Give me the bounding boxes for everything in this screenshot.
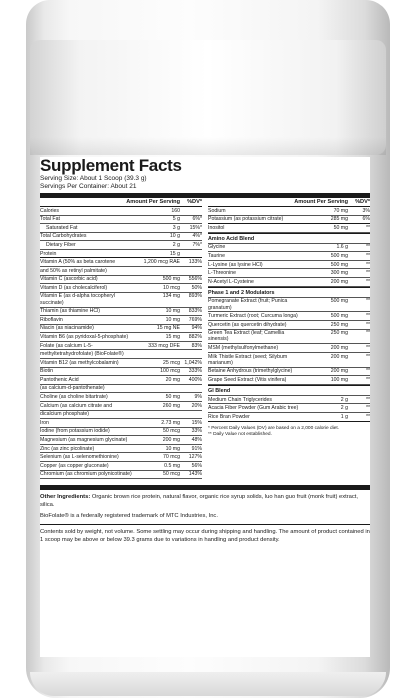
nutrient-name: Dietary Fiber [46, 242, 76, 248]
nutrient-name: Thiamin (as thiamine HCl) [40, 308, 100, 315]
nutrient-name: Total Fat [40, 216, 60, 223]
nutrient-dv: ** [365, 244, 370, 251]
nutrient-name: Vitamin E (as d-alpha tocopheryl succinate) [40, 293, 115, 306]
nutrient-amount: 1 g [340, 413, 348, 420]
daily-value-notes [208, 426, 370, 439]
nutrient-dv: 56% [191, 462, 202, 469]
other-ingredients-text: Organic brown rice protein, natural flavor, organic rice syrup solids, luo han guo fruit (monk fruit) extract, silica. [40, 494, 358, 509]
nutrient-name: Inositol [208, 224, 225, 231]
nutrient-amount: 50 mcg [162, 471, 180, 478]
nutrient-row [208, 396, 370, 405]
nutrient-row [40, 276, 202, 285]
nutrient-row [40, 453, 202, 462]
nutrient-row [208, 312, 370, 321]
nutrient-dv: 83% [191, 342, 202, 349]
note-dv-not-established: ** Daily Value not established. [208, 432, 272, 438]
nutrient-amount: 500 mg [330, 298, 348, 305]
nutrient-name: Potassium (as potassium citrate) [208, 216, 284, 223]
nutrient-row [208, 404, 370, 413]
nutrient-dv: 6%* [192, 216, 202, 223]
amino-acid-rows [208, 244, 370, 287]
nutrient-row [208, 298, 370, 313]
nutrient-dv: 333% [188, 368, 202, 375]
nutrient-dv: 143% [188, 471, 202, 478]
facts-columns [40, 198, 370, 479]
phase-modulator-rows [208, 298, 370, 385]
nutrient-dv: ** [365, 270, 370, 277]
gi-blend-title: GI Blend [208, 385, 370, 396]
nutrient-name: N-Acetyl L-Cysteine [208, 278, 254, 285]
nutrient-dv: 6% [362, 216, 370, 223]
nutrient-name: Milk Thistle Extract (seed; Silybum marianum) [208, 353, 288, 366]
nutrient-dv: ** [365, 261, 370, 268]
nutrient-row [208, 278, 370, 287]
nutrient-name: Turmeric Extract (root; Curcuma longa) [208, 313, 298, 320]
nutrient-name: Calcium (as calcium citrate and [40, 402, 113, 409]
amount-header: Amount Per Serving [294, 199, 348, 205]
nutrient-name: Calories [40, 207, 60, 214]
nutrient-dv: ** [365, 405, 370, 412]
nutrient-amount: 200 mg [330, 368, 348, 375]
nutrient-dv: 50% [191, 284, 202, 291]
nutrient-amount: 70 mcg [162, 454, 180, 461]
nutrient-name: Riboflavin [40, 316, 63, 323]
nutrient-name: Green Tea Extract (leaf; Camellia sinensis) [208, 330, 285, 343]
gi-blend-rows [208, 396, 370, 422]
nutrient-name: Saturated Fat [46, 224, 78, 231]
nutrient-amount: 500 mg [330, 313, 348, 320]
nutrient-name: L-Threonine [208, 270, 236, 277]
nutrient-dv [180, 351, 202, 357]
nutrient-amount: 500 mg [162, 276, 180, 283]
nutrient-dv: ** [365, 330, 370, 337]
nutrient-row [40, 224, 202, 233]
nutrient-amount: 15 mg NE [156, 325, 180, 332]
right-column-header [208, 198, 370, 207]
nutrient-row [40, 293, 202, 308]
nutrient-dv: ** [365, 278, 370, 285]
nutrient-name: Vitamin A (50% as beta carotene [40, 259, 116, 266]
nutrient-row [208, 224, 370, 233]
supplement-facts-label [40, 157, 370, 657]
nutrient-dv: ** [365, 353, 370, 360]
nutrient-dv: 4%* [192, 233, 202, 240]
nutrient-dv: 400% [188, 376, 202, 383]
dv-header: %DV* [355, 199, 370, 205]
nutrient-amount: 1.6 g [336, 244, 348, 251]
nutrient-name: Grape Seed Extract (Vitis vinifera) [208, 376, 287, 383]
nutrient-amount: 100 mcg [160, 368, 180, 375]
nutrient-dv: ** [365, 413, 370, 420]
contents-notice: Contents sold by weight, not volume. Some settling may occur during shipping and handling. The amount of product contained in 1 scoop may be above or below 39.3 grams due to variations in handling and product density. [40, 528, 370, 543]
nutrient-name: Glycine [208, 244, 226, 251]
nutrient-dv: 15% [191, 419, 202, 426]
nutrient-dv: ** [365, 376, 370, 383]
amount-header: Amount Per Serving [126, 199, 180, 205]
nutrient-amount: 50 mcg [162, 428, 180, 435]
nutrient-amount: 10 mg [165, 445, 180, 452]
right-top-rows [208, 207, 370, 233]
nutrient-dv: 127% [188, 454, 202, 461]
nutrient-amount: 15 g [169, 250, 180, 257]
nutrient-amount: 5 g [172, 216, 180, 223]
nutrient-row [40, 267, 202, 276]
nutrient-row [40, 258, 202, 267]
nutrient-amount: 200 mg [330, 278, 348, 285]
nutrient-amount: 2.73 mg [161, 419, 180, 426]
nutrient-row [40, 333, 202, 342]
nutrient-row [40, 445, 202, 454]
nutrient-name: Pomegranate Extract (fruit; Punica granatum) [208, 298, 288, 311]
nutrient-row [40, 342, 202, 351]
nutrient-amount: 1,200 mcg RAE [143, 259, 180, 266]
nutrient-row [40, 436, 202, 445]
nutrient-amount: 0.5 mg [164, 462, 180, 469]
nutrient-dv: ** [365, 298, 370, 305]
nutrient-name: Pantothenic Acid [40, 376, 79, 383]
nutrient-row [40, 385, 202, 394]
nutrient-name: Taurine [208, 253, 226, 259]
nutrient-name: Total Carbohydrates [40, 233, 87, 240]
nutrient-row [40, 241, 202, 250]
nutrient-amount: 20 mg [165, 376, 180, 383]
nutrient-amount: 160 [171, 207, 180, 214]
nutrient-amount: 500 mg [330, 261, 348, 268]
nutrient-amount: 250 mg [330, 330, 348, 337]
nutrient-row [208, 261, 370, 270]
servings-per-container: Servings Per Container: About 21 [40, 183, 137, 190]
nutrient-amount: 50 mg [165, 394, 180, 401]
nutrient-row [208, 376, 370, 385]
nutrient-dv: 556% [188, 276, 202, 283]
amino-acid-blend-title: Amino Acid Blend [208, 233, 370, 244]
trademark-notice: BioFolate® is a federally registered trademark of MTC Industries, Inc. [40, 513, 218, 520]
nutrient-dv [180, 268, 202, 274]
nutrient-dv: 7%* [192, 242, 202, 248]
nutrient-name: Vitamin B6 (as pyridoxal-5-phosphate) [40, 333, 129, 340]
nutrient-amount: 70 mg [333, 207, 348, 214]
nutrient-dv: ** [365, 313, 370, 320]
nutrient-row [208, 413, 370, 422]
nutrient-amount: 10 mg [165, 316, 180, 323]
nutrient-amount [134, 351, 180, 357]
nutrient-amount: 300 mg [330, 270, 348, 277]
nutrient-row [40, 471, 202, 480]
other-ingredients-label: Other Ingredients: [40, 494, 91, 501]
nutrient-row [208, 330, 370, 345]
nutrient-dv: 769% [188, 316, 202, 323]
dv-header: %DV* [187, 199, 202, 205]
nutrient-row [40, 419, 202, 428]
nutrient-amount [134, 268, 180, 274]
nutrient-name: Zinc (as zinc picolinate) [40, 445, 95, 452]
left-column-header [40, 198, 202, 207]
nutrient-name: Selenium (as L-selenomethionine) [40, 454, 119, 461]
nutrient-dv: 94% [191, 325, 202, 332]
divider [40, 524, 370, 525]
nutrient-dv [180, 385, 202, 391]
nutrient-name: methyltetrahydrofolate) (BioFolate®) [40, 351, 124, 358]
nutrient-name: Iodine (from potassium iodide) [40, 428, 110, 435]
nutrient-row [40, 308, 202, 317]
nutrient-dv: 3% [362, 207, 370, 214]
nutrient-row [40, 250, 202, 259]
nutrient-row [40, 462, 202, 471]
other-ingredients [40, 493, 370, 509]
nutrient-amount: 25 mcg [162, 359, 180, 366]
nutrient-dv: 9% [194, 394, 202, 401]
nutrient-amount: 200 mg [162, 436, 180, 443]
nutrient-name: Quercetin (as quercetin dihydrate) [208, 321, 287, 328]
nutrient-dv: 15%* [189, 224, 202, 231]
nutrient-row [40, 207, 202, 216]
nutrient-dv: 91% [191, 445, 202, 452]
label-title: Supplement Facts [40, 156, 182, 175]
nutrient-name: Magnesium (as magnesium glycinate) [40, 436, 128, 443]
nutrient-amount: 285 mg [330, 216, 348, 223]
nutrient-dv: 1,042% [184, 359, 202, 366]
nutrient-amount: 200 mg [330, 345, 348, 352]
nutrient-row [40, 402, 202, 411]
left-nutrient-rows [40, 207, 202, 479]
nutrient-row [40, 284, 202, 293]
nutrient-row [208, 207, 370, 216]
nutrient-row [208, 216, 370, 225]
nutrient-dv: ** [365, 345, 370, 352]
nutrient-name: (as calcium-d-pantothenate) [40, 385, 105, 392]
nutrient-name: Rice Bran Powder [208, 413, 250, 420]
nutrient-name: Copper (as copper gluconate) [40, 462, 109, 469]
nutrient-name: Choline (as choline bitartrate) [40, 394, 108, 401]
nutrient-amount: 3 g [172, 224, 180, 231]
nutrient-dv: 893% [188, 293, 202, 300]
nutrient-row [40, 216, 202, 225]
nutrient-name: Chromium (as chromium polynicotinate) [40, 471, 132, 478]
nutrient-row [40, 393, 202, 402]
nutrient-name: Vitamin B12 (as methylcobalamin) [40, 359, 119, 366]
nutrient-row [40, 428, 202, 437]
nutrient-amount: 200 mg [330, 353, 348, 360]
nutrient-amount: 2 g [172, 242, 180, 248]
facts-bottom-bar [40, 485, 370, 490]
nutrient-dv: ** [365, 368, 370, 375]
nutrient-amount: 15 mg [165, 333, 180, 340]
nutrient-amount: 10 mg [165, 308, 180, 315]
nutrient-dv [180, 411, 202, 417]
facts-right-column [208, 198, 370, 479]
nutrient-row [40, 376, 202, 385]
nutrient-name: Acacia Fiber Powder (Gum Arabic tree) [208, 405, 299, 412]
serving-size: Serving Size: About 1 Scoop (39.3 g) [40, 175, 147, 182]
nutrient-dv: 833% [188, 308, 202, 315]
nutrient-row [208, 344, 370, 353]
nutrient-row [40, 411, 202, 420]
nutrient-name: Betaine Anhydrous (trimethylglycine) [208, 368, 293, 375]
nutrient-row [40, 359, 202, 368]
nutrient-amount: 50 mg [333, 224, 348, 231]
nutrient-name: dicalcium phosphate) [40, 411, 90, 418]
nutrient-amount: 2 g [340, 405, 348, 412]
facts-left-column [40, 198, 202, 479]
nutrient-name: Biotin [40, 368, 53, 375]
note-percent-dv: * Percent Daily Values (DV) are based on a 2,000 calorie diet. [208, 425, 340, 431]
nutrient-amount: 10 g [169, 233, 180, 240]
nutrient-name: L-Lysine (as lysine HCl) [208, 261, 263, 268]
nutrient-name: Vitamin D (as cholecalciferol) [40, 284, 108, 291]
nutrient-amount: 2 g [340, 396, 348, 403]
nutrient-row [40, 325, 202, 334]
nutrient-dv: ** [365, 224, 370, 231]
nutrient-name: Protein [40, 250, 57, 257]
nutrient-dv: ** [365, 253, 370, 259]
nutrient-amount: 10 mcg [162, 284, 180, 291]
nutrient-name: Sodium [208, 207, 226, 214]
jar-base [30, 672, 386, 696]
nutrient-name: Niacin (as niacinamide) [40, 325, 94, 332]
nutrient-amount: 500 mg [330, 253, 348, 259]
nutrient-dv: 20% [191, 402, 202, 409]
nutrient-row [208, 368, 370, 377]
nutrient-row [40, 350, 202, 359]
nutrient-amount [134, 385, 180, 391]
nutrient-dv: ** [365, 396, 370, 403]
nutrient-dv: 48% [191, 436, 202, 443]
nutrient-row [208, 269, 370, 278]
nutrient-amount: 250 mg [330, 321, 348, 328]
nutrient-amount: 260 mg [162, 402, 180, 409]
nutrient-amount: 333 mcg DFE [148, 342, 180, 349]
nutrient-amount: 100 mg [330, 376, 348, 383]
nutrient-dv: 133% [188, 259, 202, 266]
phase-modulators-title: Phase 1 and 2 Modulators [208, 287, 370, 298]
nutrient-row [40, 233, 202, 242]
nutrient-amount [134, 411, 180, 417]
nutrient-row [208, 321, 370, 330]
nutrient-dv: 33% [191, 428, 202, 435]
nutrient-name: MSM (methylsulfonylmethane) [208, 345, 279, 352]
nutrient-name: Iron [40, 419, 49, 426]
nutrient-dv [180, 208, 202, 214]
nutrient-amount: 134 mg [162, 293, 180, 300]
nutrient-row [40, 316, 202, 325]
nutrient-row [208, 244, 370, 253]
nutrient-row [208, 353, 370, 368]
nutrient-row [208, 252, 370, 261]
nutrient-dv: ** [365, 321, 370, 328]
nutrient-name: Vitamin C (ascorbic acid) [40, 276, 98, 283]
nutrient-name: and 50% as retinyl palmitate) [40, 267, 107, 274]
nutrient-name: Folate (as calcium L-5- [40, 342, 93, 349]
nutrient-dv: 882% [188, 333, 202, 340]
jar-shoulder [30, 40, 386, 155]
nutrient-dv [180, 251, 202, 257]
nutrient-name: Medium Chain Triglycerides [208, 396, 273, 403]
nutrient-row [40, 368, 202, 377]
